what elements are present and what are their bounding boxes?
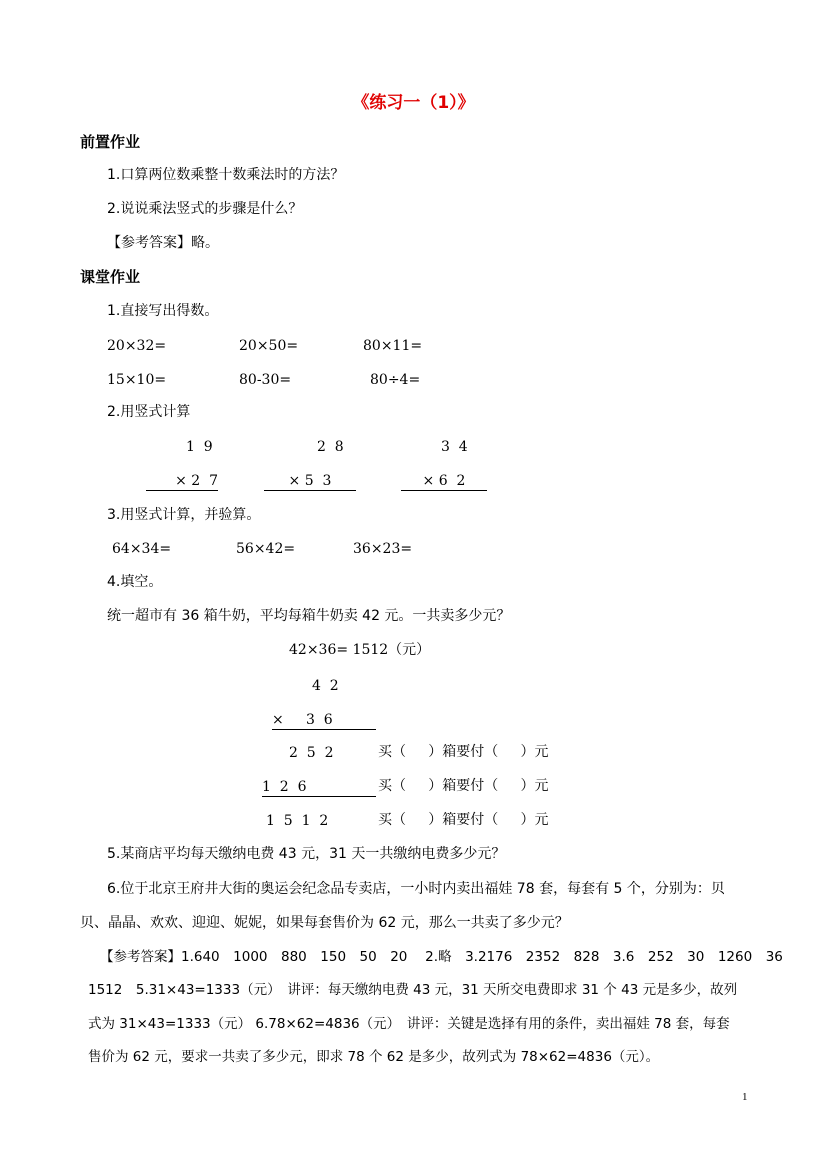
fill-blank: 买（ ）箱要付（ ）元 xyxy=(378,744,549,760)
long-mult-top: 4 2 xyxy=(312,678,339,694)
vertical-bottom: × 2 7 xyxy=(146,472,218,491)
pre-work-answer: 【参考答案】略。 xyxy=(107,235,219,251)
fill-blank: 买（ ）箱要付（ ）元 xyxy=(378,812,549,828)
answer-line: 1512 5.31×43=1333（元） 讲评：每天缴纳电费 43 元，31 天所交电费即求 31 个 43 元是多少，故列 xyxy=(88,982,738,998)
question-4-label: 4.填空。 xyxy=(107,574,163,590)
answer-line: 【参考答案】1.640 1000 880 150 50 20 2.略 3.2176 2352 828 3.6 252 30 1260 36 xyxy=(100,949,783,965)
answer-line: 售价为 62 元，要求一共卖了多少元，即求 78 个 62 是多少，故列式为 78×62=4836（元）。 xyxy=(88,1049,660,1065)
oral-calc-item: 80-30= xyxy=(239,372,292,388)
check-calc-item: 64×34= xyxy=(112,541,172,557)
oral-calc-item: 20×50= xyxy=(239,338,299,354)
question-6-line-1: 6.位于北京王府井大街的奥运会纪念品专卖店，一小时内卖出福娃 78 套，每套有 5 个，分别为：贝 xyxy=(107,881,725,897)
question-2-label: 2.用竖式计算 xyxy=(107,404,191,420)
vertical-top: 1 9 xyxy=(186,439,213,455)
answer-line: 式为 31×43=1333（元） 6.78×62=4836（元） 讲评：关键是选择有用的条件，卖出福娃 78 套，每套 xyxy=(88,1016,730,1032)
long-mult-partial: 2 5 2 xyxy=(289,745,334,761)
question-3-label: 3.用竖式计算，并验算。 xyxy=(107,507,261,523)
vertical-top: 2 8 xyxy=(317,439,344,455)
check-calc-item: 36×23= xyxy=(353,541,413,557)
oral-calc-item: 20×32= xyxy=(107,338,167,354)
fill-blank: 买（ ）箱要付（ ）元 xyxy=(378,778,549,794)
question-4-equation: 42×36= 1512（元） xyxy=(289,642,431,658)
long-mult-multiplier: × 3 6 xyxy=(272,711,376,730)
oral-calc-item: 80×11= xyxy=(363,338,423,354)
pre-work-heading: 前置作业 xyxy=(80,133,141,151)
vertical-bottom: × 5 3 xyxy=(264,472,356,491)
question-5: 5.某商店平均每天缴纳电费 43 元，31 天一共缴纳电费多少元？ xyxy=(107,846,506,862)
long-mult-partial: 1 2 6 xyxy=(262,778,376,797)
vertical-bottom: × 6 2 xyxy=(401,472,487,491)
question-1-label: 1.直接写出得数。 xyxy=(107,303,219,319)
vertical-top: 3 4 xyxy=(441,439,468,455)
page-number: 1 xyxy=(742,1091,748,1103)
long-mult-product: 1 5 1 2 xyxy=(266,813,329,829)
check-calc-item: 56×42= xyxy=(236,541,296,557)
pre-work-question-2: 2.说说乘法竖式的步骤是什么？ xyxy=(107,201,303,217)
question-4-problem: 统一超市有 36 箱牛奶，平均每箱牛奶卖 42 元。一共卖多少元？ xyxy=(107,608,511,624)
oral-calc-item: 80÷4= xyxy=(370,372,421,388)
oral-calc-item: 15×10= xyxy=(107,372,167,388)
class-work-heading: 课堂作业 xyxy=(80,268,141,286)
page-title: 《练习一（1）》 xyxy=(352,93,475,113)
pre-work-question-1: 1.口算两位数乘整十数乘法时的方法？ xyxy=(107,167,345,183)
question-6-line-2: 贝、晶晶、欢欢、迎迎、妮妮，如果每套售价为 62 元，那么一共卖了多少元？ xyxy=(80,915,569,931)
